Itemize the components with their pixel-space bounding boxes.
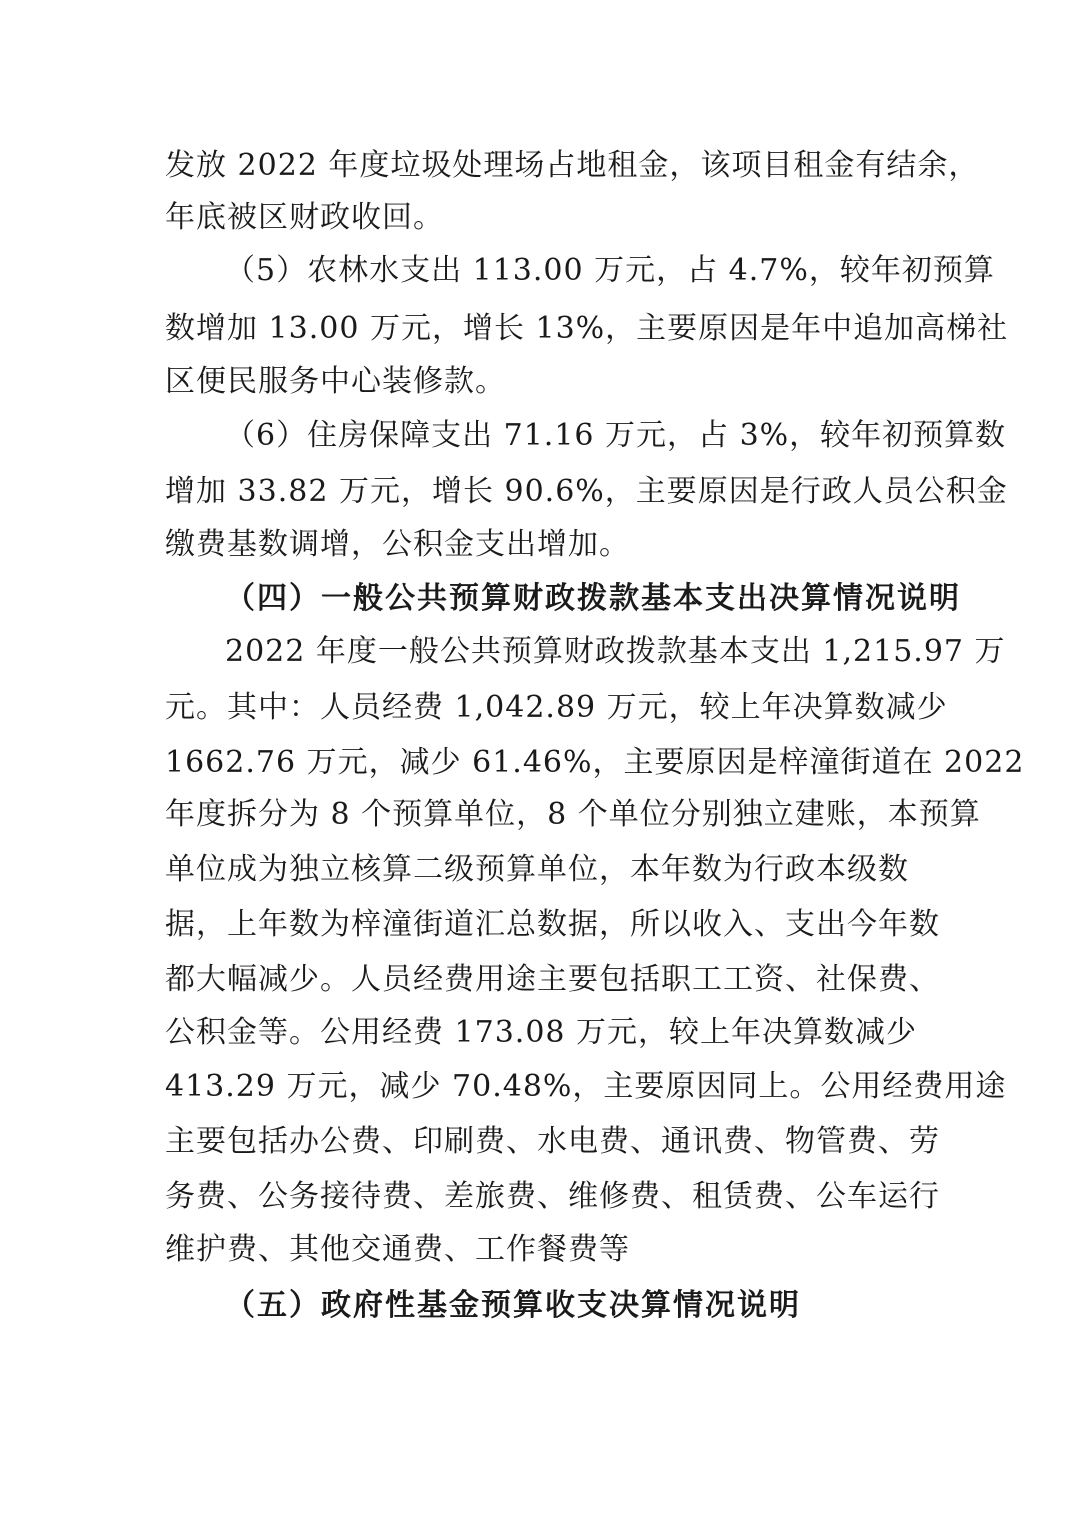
list-item-6: （6）住房保障支出 71.16 万元，占 3%，较年初预算数 [225,418,1007,453]
body-text-line: 增加 33.82 万元，增长 90.6%，主要原因是行政人员公积金 [165,474,1008,509]
body-text-line: 年底被区财政收回。 [165,200,444,235]
body-text-line: 缴费基数调增，公积金支出增加。 [165,527,630,562]
body-text-line: 据，上年数为梓潼街道汇总数据，所以收入、支出今年数 [165,907,940,942]
body-text-line: 区便民服务中心装修款。 [165,364,506,399]
body-text-line: 元。其中：人员经费 1,042.89 万元，较上年决算数减少 [165,690,948,725]
body-text-line: 数增加 13.00 万元，增长 13%，主要原因是年中追加高梯社 [165,311,1009,346]
body-text-line: 单位成为独立核算二级预算单位，本年数为行政本级数 [165,852,909,887]
body-text-line: 2022 年度一般公共预算财政拨款基本支出 1,215.97 万 [225,634,1006,669]
list-item-5: （5）农林水支出 113.00 万元，占 4.7%，较年初预算 [225,253,995,288]
body-text-line: 413.29 万元，减少 70.48%，主要原因同上。公用经费用途 [165,1069,1007,1104]
section-heading-5: （五）政府性基金预算收支决算情况说明 [225,1288,801,1323]
body-text-line: 务费、公务接待费、差旅费、维修费、租赁费、公车运行 [165,1179,940,1214]
body-text-line: 都大幅减少。人员经费用途主要包括职工工资、社保费、 [165,962,940,997]
body-text-line: 1662.76 万元，减少 61.46%，主要原因是梓潼街道在 2022 [165,745,1025,780]
section-heading-4: （四）一般公共预算财政拨款基本支出决算情况说明 [225,581,961,616]
body-text-line: 主要包括办公费、印刷费、水电费、通讯费、物管费、劳 [165,1124,940,1159]
body-text-line: 维护费、其他交通费、工作餐费等 [165,1232,630,1267]
body-text-line: 发放 2022 年度垃圾处理场占地租金，该项目租金有结余， [165,148,980,183]
body-text-line: 年度拆分为 8 个预算单位，8 个单位分别独立建账，本预算 [165,797,981,832]
body-text-line: 公积金等。公用经费 173.08 万元，较上年决算数减少 [165,1015,918,1050]
